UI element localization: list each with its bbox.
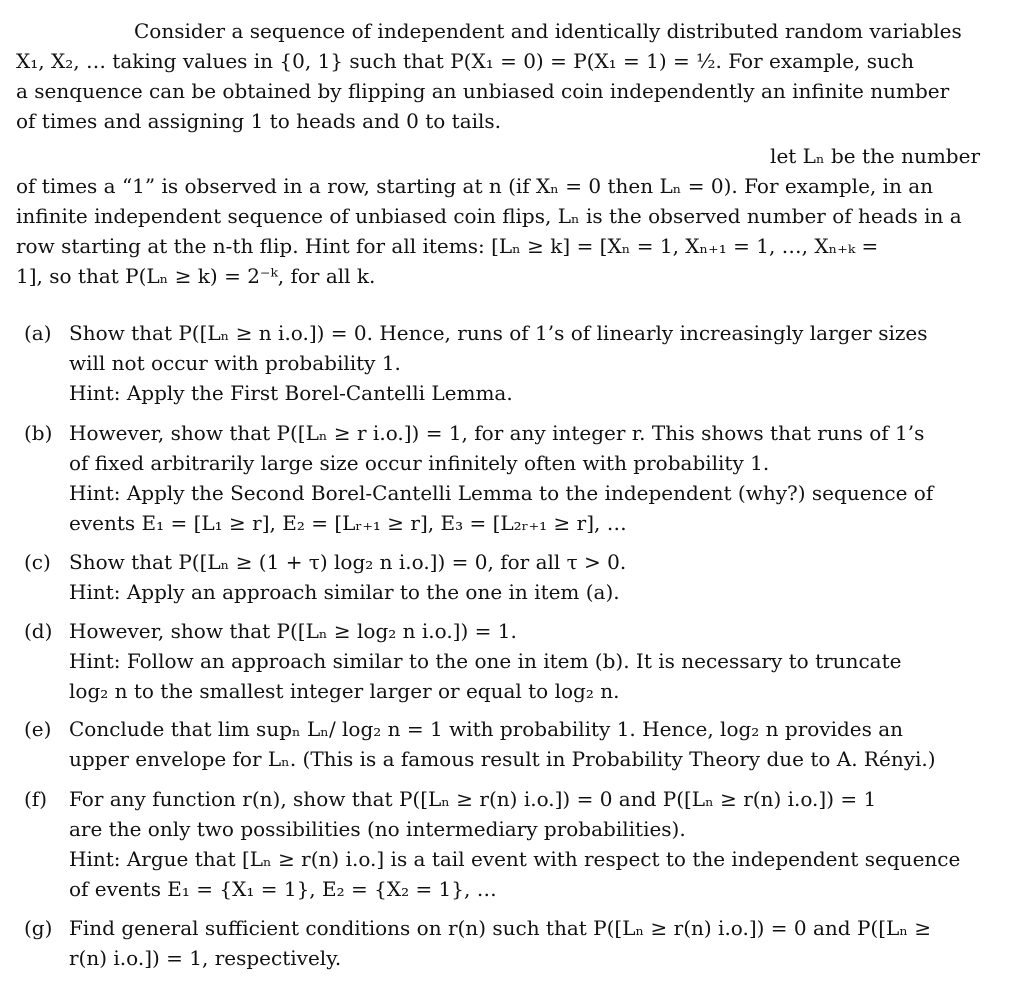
text-line: infinite independent sequence of unbiased coin flips, Lₙ is the observed number of heads in a — [16, 204, 962, 228]
item-body — [69, 913, 1004, 973]
item-body — [69, 784, 1004, 904]
text-line: However, show that P([Lₙ ≥ r i.o.]) = 1, for any integer r. This shows that runs of 1’s — [69, 421, 925, 445]
text-line: Conclude that lim supₙ Lₙ/ log₂ n = 1 with probability 1. Hence, log₂ n provides an — [69, 717, 904, 741]
text-line: Consider a sequence of independent and identically distributed random variables — [134, 19, 962, 43]
text-line: a senquence can be obtained by flipping an unbiased coin independently an infinite number — [16, 79, 950, 103]
text-line: Find general sufficient conditions on r(n) such that P([Lₙ ≥ r(n) i.o.]) = 0 and P([Lₙ ≥ — [69, 916, 932, 940]
text-line: Show that P([Lₙ ≥ n i.o.]) = 0. Hence, runs of 1’s of linearly increasingly larger sizes — [69, 321, 928, 345]
text-line: of events E₁ = {X₁ = 1}, E₂ = {X₂ = 1}, … — [69, 877, 497, 901]
text-line: row starting at the n-th flip. Hint for all items: [Lₙ ≥ k] = [Xₙ = 1, Xₙ₊₁ = 1, …, Xₙ₊ₖ = — [16, 234, 879, 258]
text-line: are the only two possibilities (no intermediary probabilities). — [69, 817, 686, 841]
text-line: However, show that P([Lₙ ≥ log₂ n i.o.]) = 1. — [69, 619, 517, 643]
item-label: (d) — [24, 619, 53, 643]
text-line: r(n) i.o.]) = 1, respectively. — [69, 946, 342, 970]
text-line: For any function r(n), show that P([Lₙ ≥ r(n) i.o.]) = 0 and P([Lₙ ≥ r(n) i.o.]) = 1 — [69, 787, 877, 811]
text-line: events E₁ = [L₁ ≥ r], E₂ = [Lᵣ₊₁ ≥ r], E₃ = [L₂ᵣ₊₁ ≥ r], … — [69, 511, 627, 535]
text-line: Hint: Follow an approach similar to the one in item (b). It is necessary to truncate — [69, 649, 902, 673]
item-body — [69, 616, 1004, 706]
text-line: Hint: Apply an approach similar to the one in item (a). — [69, 580, 620, 604]
text-line: 1], so that P(Lₙ ≥ k) = 2⁻ᵏ, for all k. — [16, 264, 376, 288]
item-label: (a) — [24, 321, 52, 345]
item-label: (c) — [24, 550, 51, 574]
item-body — [69, 318, 1004, 408]
text-line: of times and assigning 1 to heads and 0 to tails. — [16, 109, 502, 133]
definition-paragraph — [16, 141, 1006, 291]
item-body — [69, 547, 1004, 607]
item-label: (g) — [24, 916, 53, 940]
text-line: Hint: Argue that [Lₙ ≥ r(n) i.o.] is a tail event with respect to the independent sequence — [69, 847, 961, 871]
text-line: X₁, X₂, … taking values in {0, 1} such that P(X₁ = 0) = P(X₁ = 1) = ½. For example, such — [16, 49, 914, 73]
item-body — [69, 714, 1004, 774]
text-line: Hint: Apply the Second Borel-Cantelli Lemma to the independent (why?) sequence of — [69, 481, 934, 505]
text-line: upper envelope for Lₙ. (This is a famous result in Probability Theory due to A. Rényi.) — [69, 747, 936, 771]
text-line: let Lₙ be the number — [770, 144, 980, 168]
text-line: will not occur with probability 1. — [69, 351, 401, 375]
text-line: log₂ n to the smallest integer larger or equal to log₂ n. — [69, 679, 620, 703]
item-label: (b) — [24, 421, 53, 445]
text-line: Show that P([Lₙ ≥ (1 + τ) log₂ n i.o.]) = 0, for all τ > 0. — [69, 550, 627, 574]
item-label: (e) — [24, 717, 52, 741]
intro-paragraph — [16, 16, 1006, 136]
item-body — [69, 418, 1004, 538]
text-line: of times a “1” is observed in a row, starting at n (if Xₙ = 0 then Lₙ = 0). For example, in an — [16, 174, 934, 198]
item-label: (f) — [24, 787, 48, 811]
text-line: Hint: Apply the First Borel-Cantelli Lemma. — [69, 381, 513, 405]
text-line: of fixed arbitrarily large size occur infinitely often with probability 1. — [69, 451, 770, 475]
